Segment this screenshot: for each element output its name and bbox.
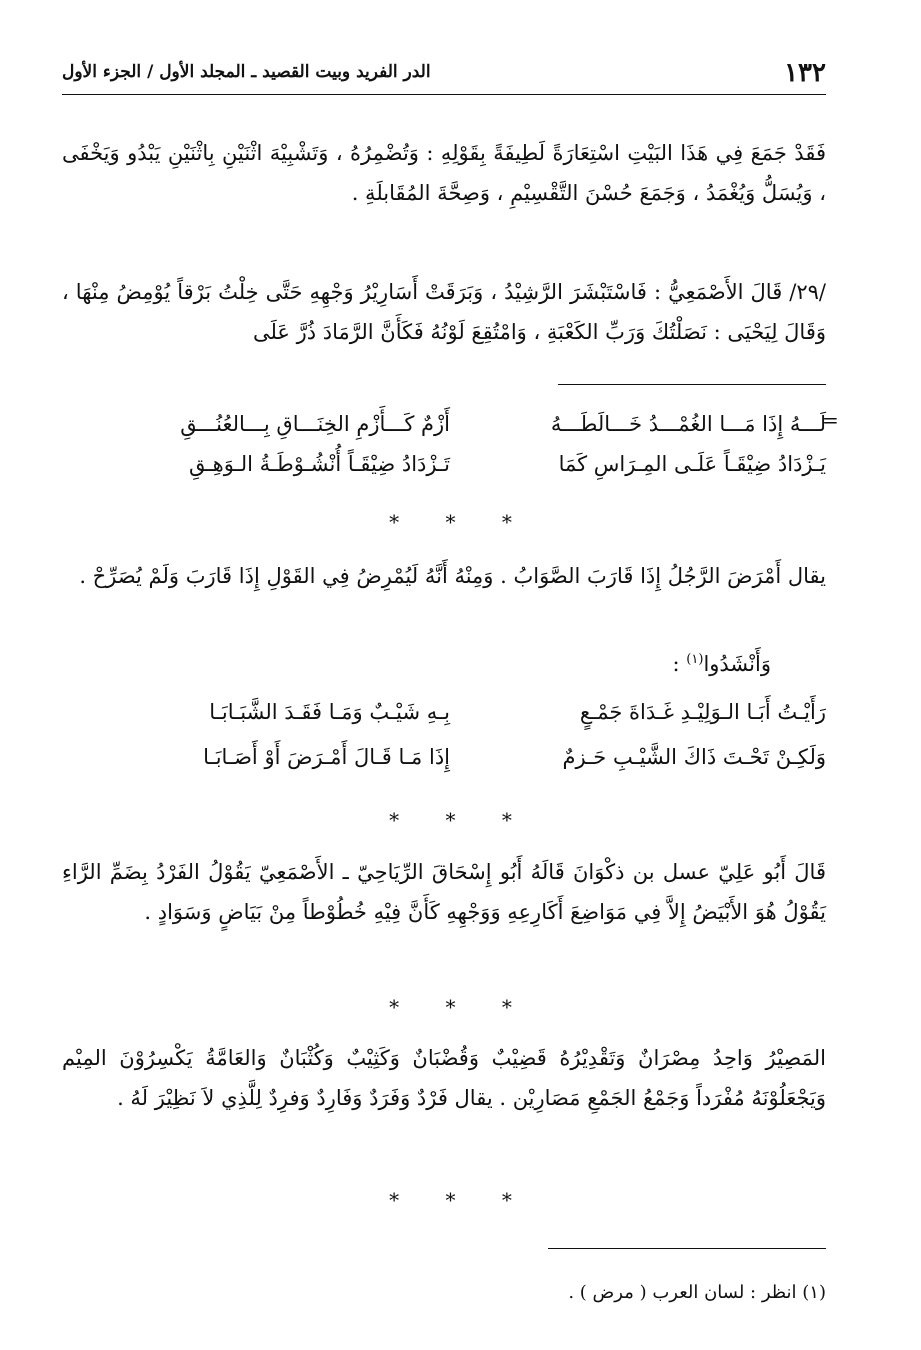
verse-hemistich: لَـــهُ إِذَا مَـــا الغُمْـــدُ خَـــالَطَـــهُ (550, 412, 826, 436)
footnote-verse-line-1 (120, 412, 826, 452)
section-separator: * * * (389, 808, 532, 832)
verse-hemistich: أَزْمٌ كَـــأَزْمِ الخِنَـــاقِ بِـــالعُنُـــقِ (180, 412, 450, 436)
section-separator: * * * (389, 1188, 532, 1212)
verse-line-2 (120, 745, 826, 785)
verse-hemistich: إِذَا مَـا قَـالَ أَمْـرَضَ أَوْ أَصَـابَـا (203, 745, 450, 769)
paragraph-1: فَقَدْ جَمَعَ فِي هَذَا البَيْتِ اسْتِعَارَةً لَطِيفَةً بِقَوْلِهِ : وَتُضْمِرُهُ ، وَتَشْبِيْهَ اثْنَيْنِ بِاثْنَيْنِ يَبْدُو وَيَخْفَى ، وَيُسَلُّ وَيُغْمَدُ ، وَجَمَعَ حُسْنَ التَّقْسِيْمِ ، وَصِحَّةَ المُقَابلَةِ . (62, 141, 826, 205)
footnote-continuation-marker: = (822, 408, 839, 432)
running-header (62, 58, 826, 95)
paragraph-3: يقال أَمْرَضَ الرَّجُلُ إِذَا قَارَبَ الصَّوَابُ . وَمِنْهُ أَنَّهُ لَيُمْرِضُ فِي القَوْلِ إِذَا قَارَبَ وَلَمْ يُصَرِّحْ . (79, 564, 826, 588)
paragraph-5: قَالَ أَبُو عَلِيّ عسل بن ذكْوَانَ قَالَهُ أَبُو إِسْحَاقَ الرِّيَاحِيّ ـ الأَصْمَعِيّ يَقُوْلُ الفَرْدُ بِضَمِّ الرَّاءِ يَقُوْلُ هُوَ الأَبْيَضُ إِلاَّ فِي مَوَاضِعَ أَكَارِعِهِ وَوَجْهِهِ كَأَنَّ فِيْهِ خُطُوْطاً مِنْ بَيَاضٍ وَسَوَادٍ . (62, 860, 826, 924)
verse-hemistich: وَلَكِـنْ تَحْـتَ ذَاكَ الشَّيْـبِ حَـزمٌ (562, 745, 826, 769)
paragraph-4-tail: : (672, 652, 687, 676)
verse-hemistich: رَأَيْـتُ أَبَـا الـوَلِيْـدِ غَـدَاةَ جَمْـعٍ (579, 700, 826, 724)
section-separator: * * * (389, 995, 532, 1019)
footnote: (١) انظر : لسان العرب ( مرض ) . (568, 1282, 826, 1303)
footnote-rule (548, 1248, 826, 1249)
paragraph-4-text: وَأَنْشَدُوا (703, 652, 771, 676)
verse-hemistich: تَـزْدَادُ ضِيْقَـاً أُنْشُـوْطَـةُ الـوَهِـقِ (188, 452, 450, 476)
paragraph-6: المَصِيْرُ وَاحِدُ مِصْرَانٌ وَتَقْدِيْرُهُ قَضِيْبٌ وَقُضْبَانٌ وَكَثِيْبٌ وَكُثْبَانٌ وَالعَامَّةُ يَكْسِرُوْنَ المِيْم وَيَجْعَلُوْنَهُ مُفْرَداً وَجَمْعُ الجَمْعِ مَصَارِيْن . يقال فَرْدٌ وَفَرَدٌ وَفَارِدٌ وَفرِدٌ لِلَّذِي لاَ نَظِيْرَ لَهُ . (62, 1046, 826, 1110)
footnote-separator-rule (558, 384, 826, 385)
running-title: الدر الفريد وبيت القصيد ـ المجلد الأول / الجزء الأول (62, 62, 431, 82)
verse-line-1 (120, 700, 826, 740)
paragraph-2: /٢٩/ قَالَ الأَصْمَعِيُّ : فَاسْتَبْشَرَ الرَّشِيْدُ ، وَبَرَقَتْ أَسَارِيْرُ وَجْهِهِ حَتَّى خِلْتُ بَرْقاً يُوْمِضُ مِنْهَا ، وَقَالَ لِيَحْيَى : نَصَلْتُكَ وَرَبِّ الكَعْبَةِ ، وَامْتُقِعَ لَوْنُهُ فَكَأَنَّ الرَّمَادَ ذُرَّ عَلَى (62, 280, 826, 344)
section-separator: * * * (389, 510, 532, 534)
paragraph-4 (62, 640, 771, 684)
page-number: ١٣٢ (784, 58, 826, 88)
verse-hemistich: يَـزْدَادُ ضِيْقَـاً عَلَـى المِـرَاسِ كَمَا (558, 452, 826, 476)
verse-hemistich: بِـهِ شَيْـبٌ وَمَـا فَقَـدَ الشَّبَـابَـا (209, 700, 450, 724)
footnote-reference: (١) (686, 652, 704, 667)
footnote-verse-line-2 (120, 452, 826, 492)
